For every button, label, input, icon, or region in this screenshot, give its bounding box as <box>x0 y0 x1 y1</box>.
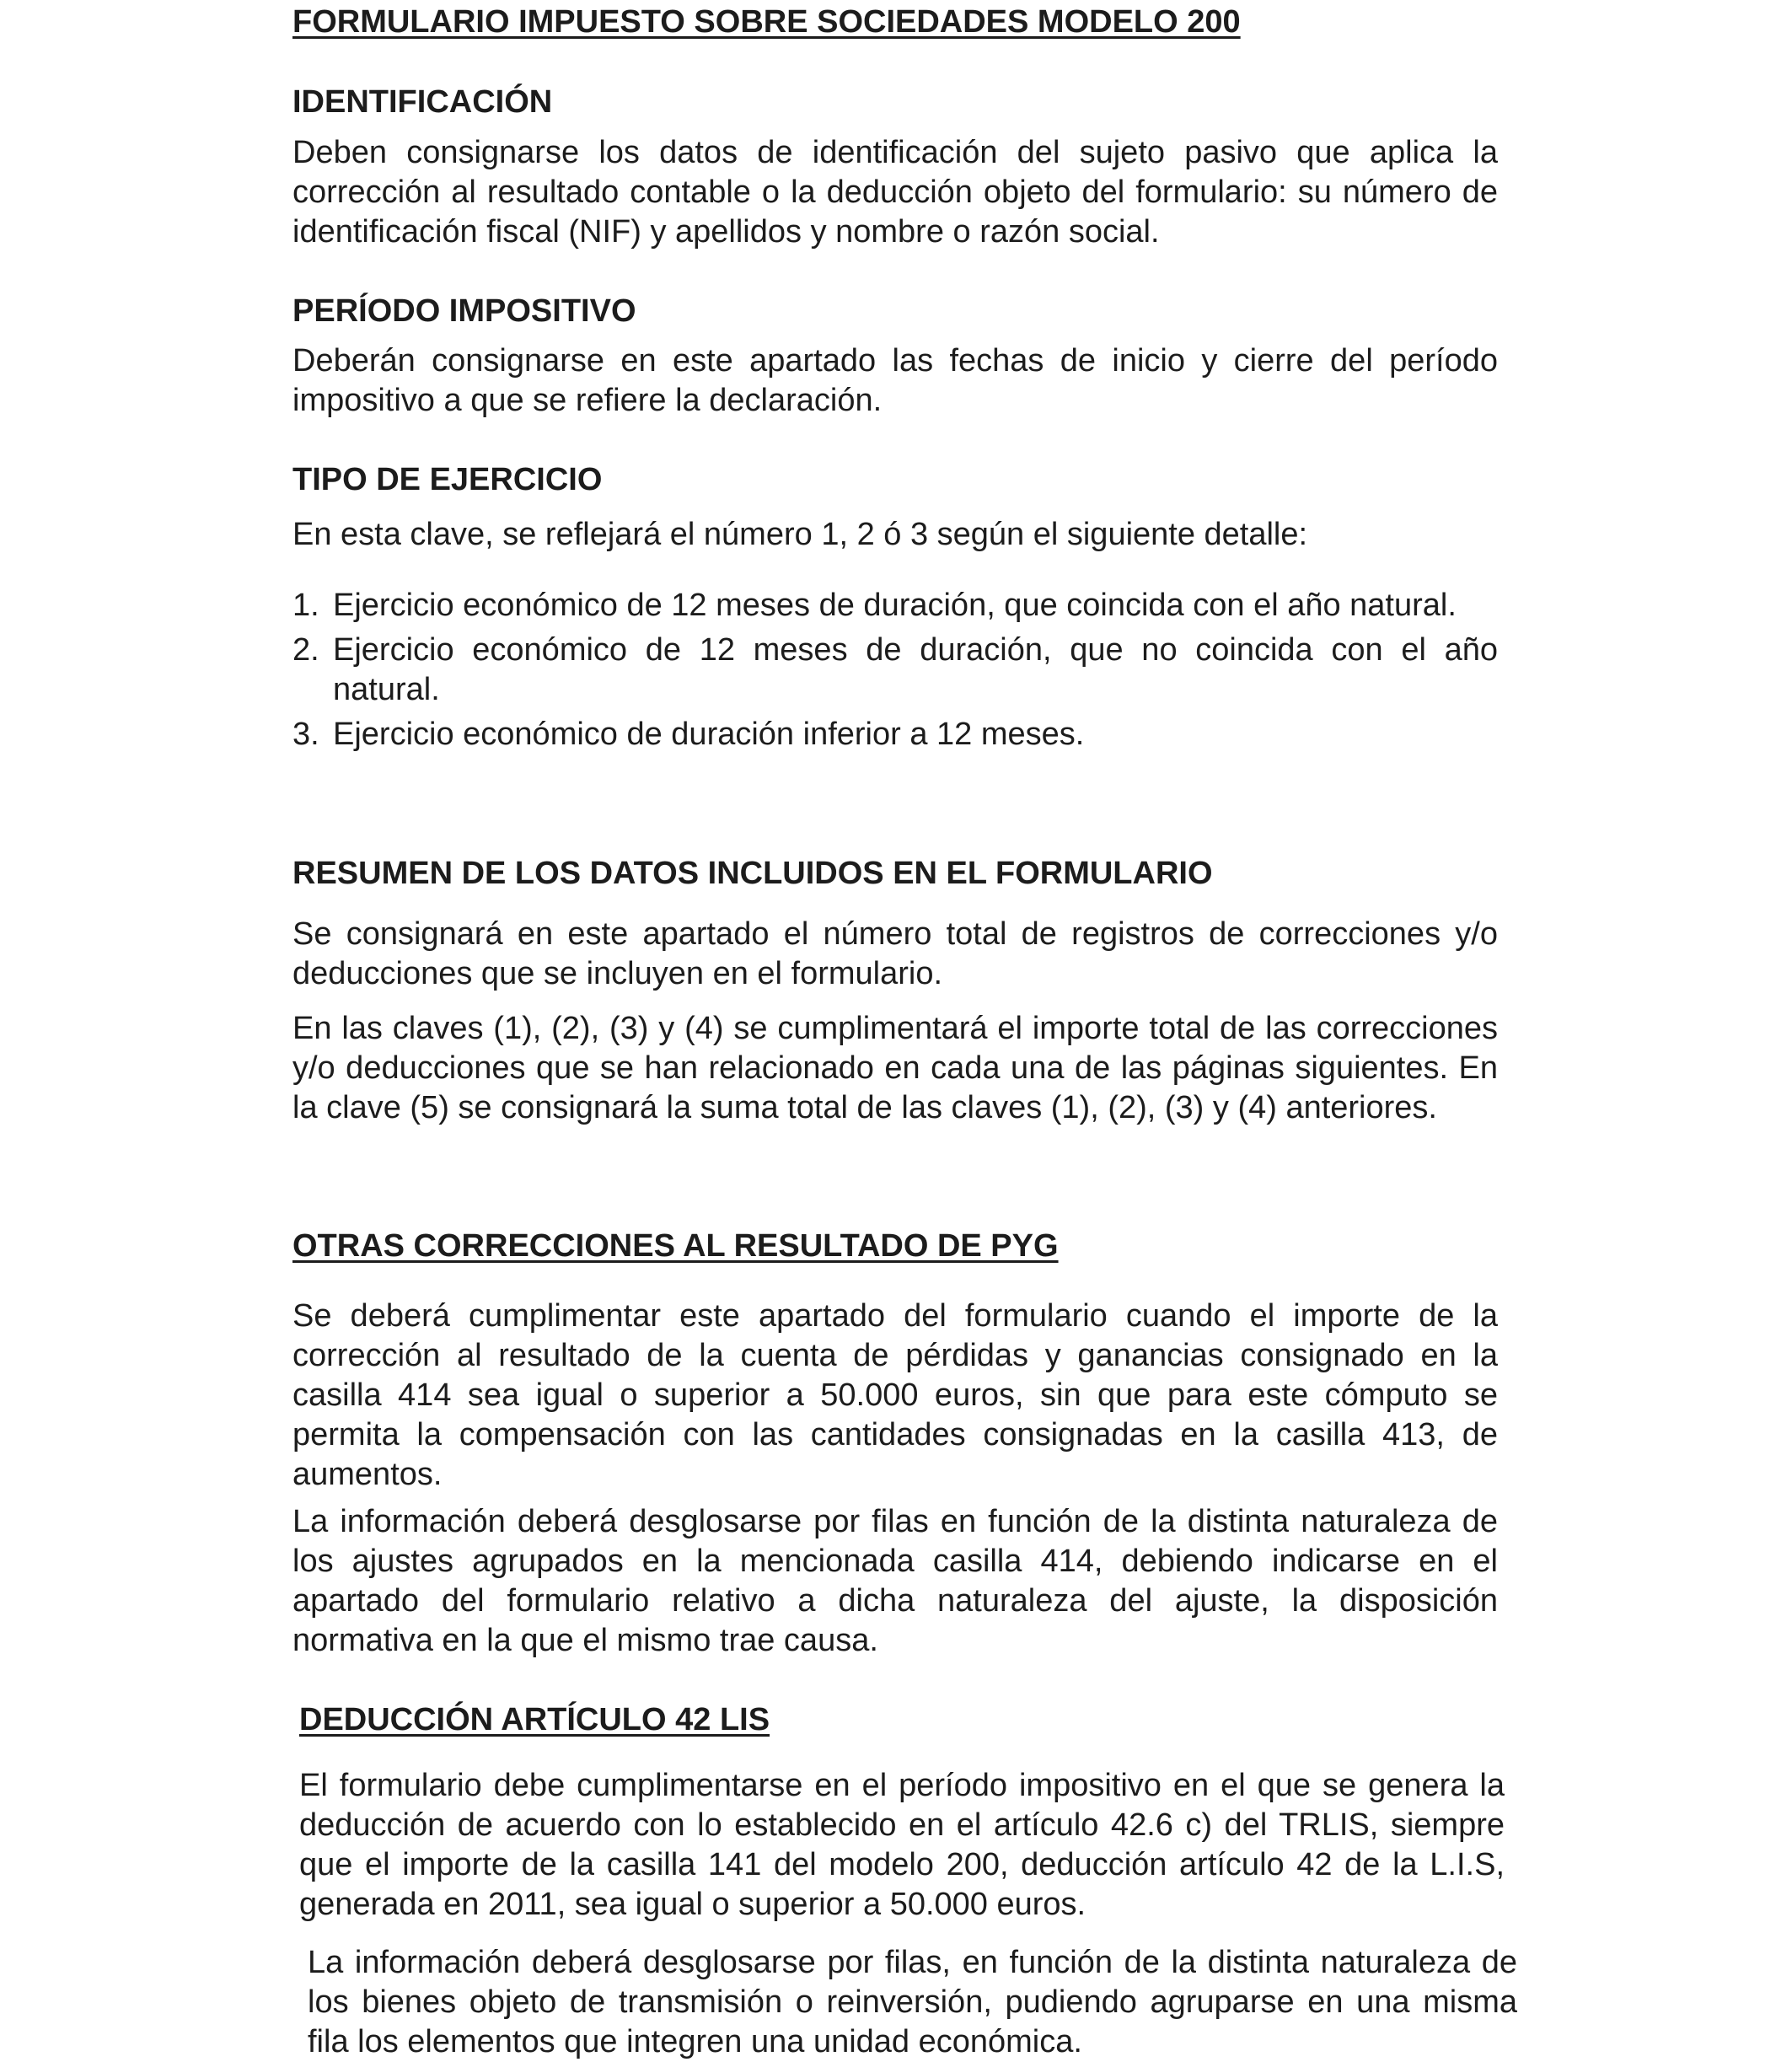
list-item-text: Ejercicio económico de 12 meses de duración, que no coincida con el año natural. <box>333 632 1498 707</box>
heading-resumen-datos: RESUMEN DE LOS DATOS INCLUIDOS EN EL FORMULARIO <box>292 856 1213 891</box>
heading-identificacion: IDENTIFICACIÓN <box>292 84 553 120</box>
list-item-number: 3. <box>292 717 319 752</box>
heading-periodo-impositivo: PERÍODO IMPOSITIVO <box>292 293 636 329</box>
paragraph-deduccion-2: La información deberá desglosarse por filas, en función de la distinta naturaleza de los bienes objeto de transmisión o reinversión, pudiendo agruparse en una misma fila los elementos que integren una unidad económica. <box>308 1945 1517 2059</box>
list-item-text: Ejercicio económico de 12 meses de duración, que coincida con el año natural. <box>333 588 1457 623</box>
list-item-number: 1. <box>292 588 319 623</box>
list-item <box>292 586 1498 626</box>
heading-otras-correcciones: OTRAS CORRECCIONES AL RESULTADO DE PYG <box>292 1228 1059 1264</box>
tipo-ejercicio-list <box>292 586 1498 760</box>
list-item <box>292 631 1498 710</box>
document-title: FORMULARIO IMPUESTO SOBRE SOCIEDADES MODELO 200 <box>292 4 1241 40</box>
list-item-number: 2. <box>292 632 319 668</box>
paragraph-identificacion: Deben consignarse los datos de identificación del sujeto pasivo que aplica la corrección al resultado contable o la deducción objeto del formulario: su número de identificación fiscal (NIF) y apellidos y nombre o razón social. <box>292 135 1498 250</box>
paragraph-tipo-ejercicio: En esta clave, se reflejará el número 1, 2 ó 3 según el siguiente detalle: <box>292 517 1308 552</box>
list-item <box>292 715 1498 754</box>
paragraph-resumen-1: Se consignará en este apartado el número total de registros de correcciones y/o deducciones que se incluyen en el formulario. <box>292 916 1498 991</box>
paragraph-otras-correcciones-1: Se deberá cumplimentar este apartado del formulario cuando el importe de la corrección al resultado de la cuenta de pérdidas y ganancias consignado en la casilla 414 sea igual o superior a 50.000 euros, sin que para este cómputo se permita la compensación con las cantidades consignadas en la casilla 413, de aumentos. <box>292 1298 1498 1492</box>
paragraph-resumen-2: En las claves (1), (2), (3) y (4) se cumplimentará el importe total de las correcciones y/o deducciones que se han relacionado en cada una de las páginas siguientes. En la clave (5) se consignará la suma total de las claves (1), (2), (3) y (4) anteriores. <box>292 1011 1498 1125</box>
paragraph-otras-correcciones-2: La información deberá desglosarse por filas en función de la distinta naturaleza de los ajustes agrupados en la mencionada casilla 414, debiendo indicarse en el apartado del formulario relativo a dicha naturaleza del ajuste, la disposición normativa en la que el mismo trae causa. <box>292 1504 1498 1658</box>
heading-deduccion-articulo-42: DEDUCCIÓN ARTÍCULO 42 LIS <box>299 1702 770 1737</box>
heading-tipo-ejercicio: TIPO DE EJERCICIO <box>292 462 603 497</box>
paragraph-deduccion-1: El formulario debe cumplimentarse en el período impositivo en el que se genera la deducción de acuerdo con lo establecido en el artículo 42.6 c) del TRLIS, siempre que el importe de la casilla 141 del modelo 200, deducción artículo 42 de la L.I.S, generada en 2011, sea igual o superior a 50.000 euros. <box>299 1768 1505 1922</box>
paragraph-periodo-impositivo: Deberán consignarse en este apartado las fechas de inicio y cierre del período impositivo a que se refiere la declaración. <box>292 343 1498 418</box>
list-item-text: Ejercicio económico de duración inferior a 12 meses. <box>333 717 1085 752</box>
